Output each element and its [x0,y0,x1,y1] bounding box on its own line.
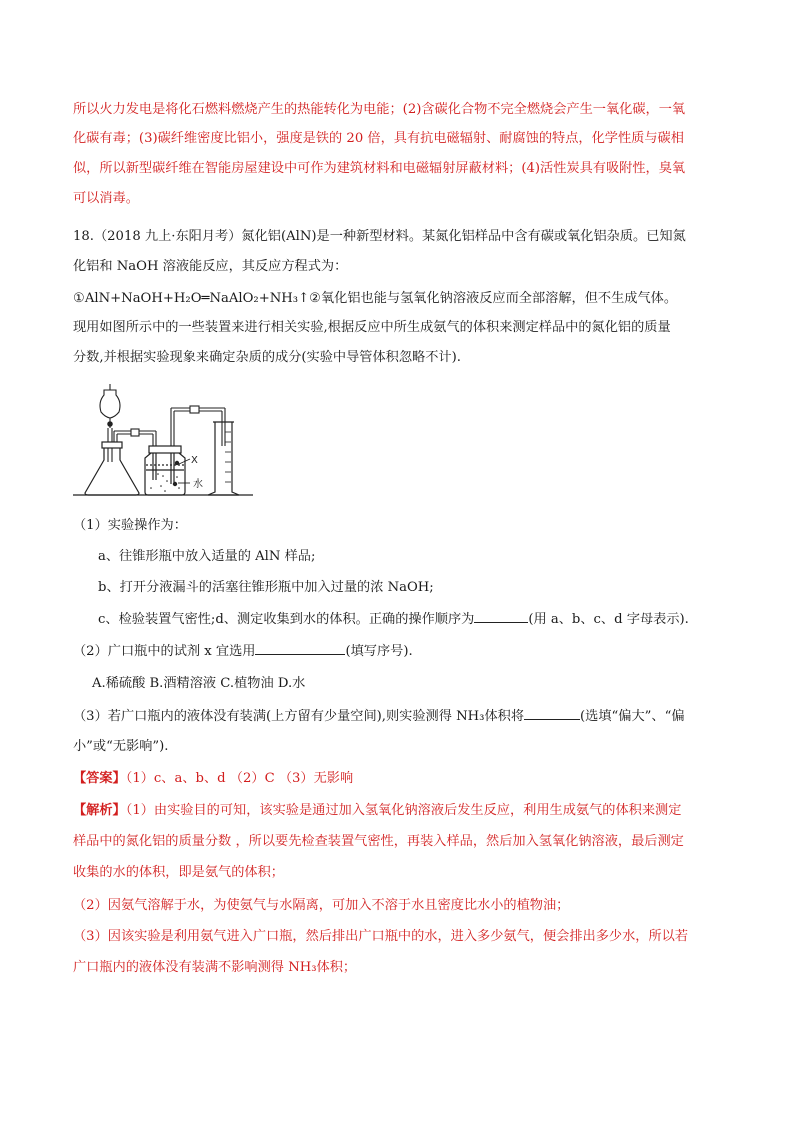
question-intro-line-2: 化铝和 NaOH 溶液能反应，其反应方程式为： [73,259,348,274]
analysis-line-1 [73,802,681,820]
analysis-line-2: 样品中的氮化铝的质量分数 ，所以要先检查装置气密性，再装入样品，然后加入氢氧化钠溶液，最后测定 [73,834,684,849]
part1-answer-blank[interactable] [474,610,528,623]
part1-step-cd-text: c、检验装置气密性;d、测定收集到水的体积。正确的操作顺序为 [98,612,475,627]
question-intro-line-1: 18.（2018 九上·东阳月考）氮化铝(AlN)是一种新型材料。某氮化铝样品中含有碳或氧化铝杂质。已知氮 [73,229,686,244]
analysis-line-6: 广口瓶内的液体没有装满不影响测得 NH₃体积； [73,960,357,975]
part1-step-b: b、打开分液漏斗的活塞往锥形瓶中加入过量的浓 NaOH; [98,580,434,595]
prev-explanation-line-2: 化碳有毒；(3)碳纤维密度比铝小，强度是铁的 20 倍，具有抗电磁辐射、耐腐蚀的特点，化学性质与碳相 [73,131,684,146]
prev-explanation-line-4: 可以消毒。 [73,191,139,206]
apparatus-diagram [73,384,253,500]
analysis-line-5: （3）因该实验是利用氨气进入广口瓶，然后排出广口瓶中的水，进入多少氨气，便会排出多少水，所以若 [73,929,689,944]
answer-line [73,770,353,788]
water-label: 水 [193,479,203,490]
part3-line-1 [73,707,685,726]
analysis-tag: 【解析】 [73,803,126,818]
answer-tag: 【答案】 [73,771,126,786]
separatory-funnel [100,384,120,462]
part3-answer-blank[interactable] [524,707,580,720]
question-equation-line: ①AlN+NaOH+H₂O═NaAlO₂+NH₃↑②氧化铝也能与氢氧化钠溶液反应而全部溶解，但不生成气体。 [73,291,678,306]
question-intro-line-4: 现用如图所示中的一些装置来进行相关实验,根据反应中所生成氨气的体积来测定样品中的氮化铝的质量 [73,320,671,335]
analysis-text-1: （1）由实验目的可知，该实验是通过加入氢氧化钠溶液后发生反应，利用生成氨气的体积来测定 [125,803,682,818]
part1-step-cd [98,610,689,629]
part3-line-1-suffix: (选填“偏大”、“偏 [580,709,685,724]
analysis-line-4: （2）因氨气溶解于水，为使氨气与水隔离，可加入不溶于水且密度比水小的植物油； [73,898,570,913]
measuring-cylinder [208,422,239,495]
part1-step-a: a、往锥形瓶中放入适量的 AlN 样品; [98,549,316,564]
part2-title [73,642,413,661]
analysis-line-3: 收集的水的体积，即是氨气的体积； [73,865,284,880]
prev-explanation-line-1: 所以火力发电是将化石燃料燃烧产生的热能转化为电能；(2)含碳化合物不完全燃烧会产生一氧化碳，一氧 [73,102,686,117]
part1-title: （1）实验操作为： [73,518,187,533]
delivery-tube-2 [171,406,225,446]
prev-explanation-line-3: 似，所以新型碳纤维在智能房屋建设中可作为建筑材料和电磁辐射屏蔽材料；(4)活性炭具有吸附性，臭氧 [73,161,686,176]
reagent-x-label: X [191,455,198,466]
answer-text: （1）c、a、b、d （2）C （3）无影响 [125,771,354,786]
part3-line-2: 小”或“无影响”). [73,739,169,754]
part2-answer-blank[interactable] [255,642,345,655]
part3-line-1-text: （3）若广口瓶内的液体没有装满(上方留有少量空间),则实验测得 NH₃体积将 [73,709,525,724]
part2-options: A.稀硫酸 B.酒精溶液 C.植物油 D.水 [92,676,306,691]
part2-title-suffix: (填写序号). [345,644,413,659]
question-intro-line-5: 分数,并根据实验现象来确定杂质的成分(实验中导管体积忽略不计). [73,350,461,365]
part1-step-cd-suffix: (用 a、b、c、d 字母表示). [528,612,689,627]
part2-title-text: （2）广口瓶中的试剂 x 宜选用 [73,644,256,659]
